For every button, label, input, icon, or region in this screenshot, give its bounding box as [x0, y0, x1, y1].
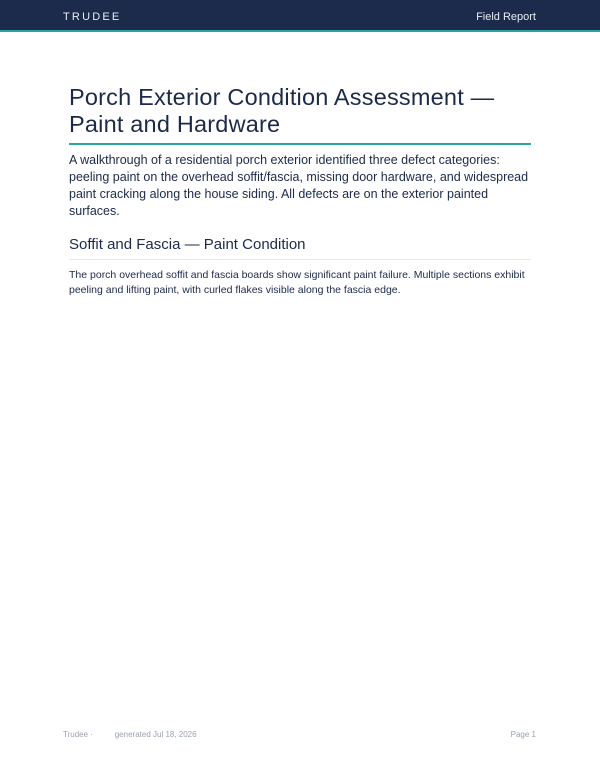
page-title: Porch Exterior Condition Assessment — Paint and Hardware — [69, 84, 495, 137]
page-number: Page 1 — [510, 730, 536, 739]
footer-generated-date: generated Jul 18, 2026 — [114, 730, 197, 739]
section-divider — [69, 259, 531, 260]
section-body: The porch overhead soffit and fascia boards show significant paint failure. Multiple sections exhibit peeling and lifting paint, with curled flakes visible along the fascia edge. — [69, 269, 525, 296]
report-type-label: Field Report — [476, 11, 536, 23]
footer-meta — [63, 730, 197, 740]
brand-wordmark: TRUDEE — [63, 11, 122, 23]
summary-paragraph: A walkthrough of a residential porch exterior identified three defect categories: peeling paint on the overhead soffit/fascia, missing door hardware, and widespread paint cracking along the house siding. All defects are on the exterior painted surfaces. — [69, 153, 529, 218]
section-heading: Soffit and Fascia — Paint Condition — [69, 236, 306, 253]
report-header — [0, 0, 600, 32]
footer-brand: Trudee — [63, 730, 89, 739]
title-divider — [69, 143, 531, 145]
footer-separator: · — [90, 730, 93, 739]
